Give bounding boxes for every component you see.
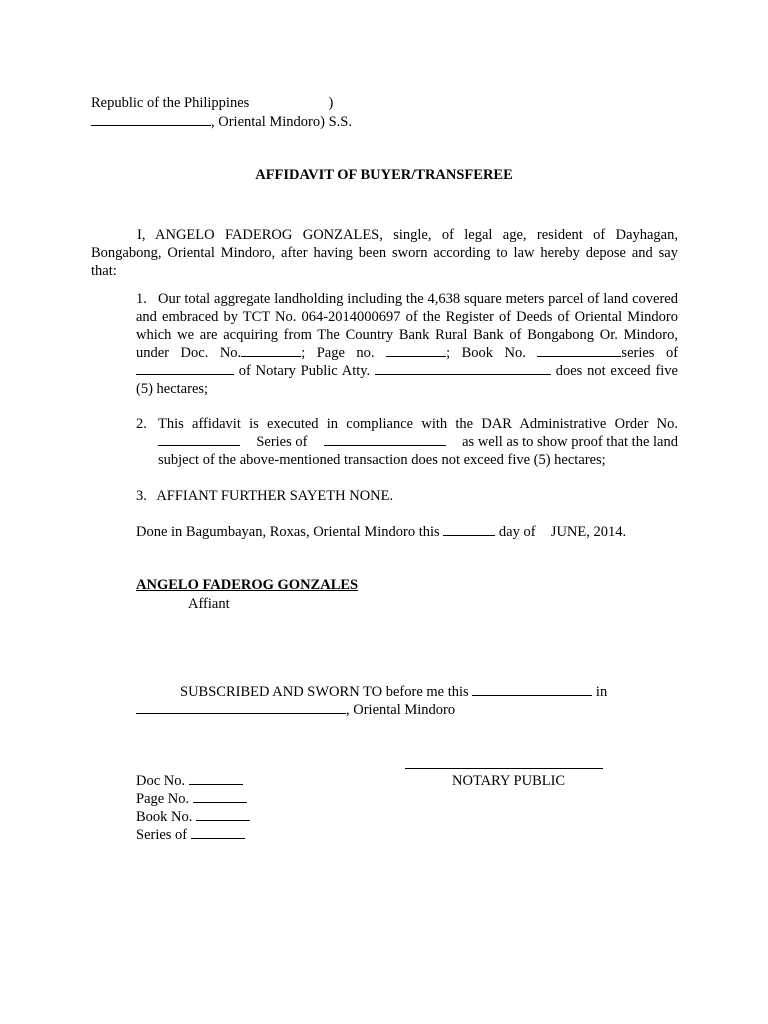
series-label: series of [621,345,679,361]
done-date: JUNE, 2014. [550,524,627,540]
jurat-date-blank[interactable] [472,683,592,696]
jurat-place-blank[interactable] [136,701,346,714]
venue-republic-line [91,94,333,112]
dar-series-blank[interactable] [324,433,446,446]
docket-doc [136,772,243,790]
notary-atty-blank[interactable] [375,362,551,375]
doc-no-blank[interactable] [241,344,301,357]
docket-page [136,790,247,808]
docket-book [136,808,250,826]
done-day-blank[interactable] [443,523,495,536]
item3-number: 3. [136,488,147,504]
docket-book-blank[interactable] [196,808,250,821]
item2-proof-label: as well as to show proof that the land [462,434,678,450]
series-blank[interactable] [136,362,234,375]
intro-paragraph: I, ANGELO FADEROG GONZALES, single, of legal age, resident of Dayhagan, Bongabong, Oriental Mindoro, after having been sworn according to law hereby depose and say that: [91,227,678,279]
item2-line2 [158,433,678,451]
done-line [136,523,626,541]
book-no-blank[interactable] [537,344,621,357]
item2-line1: This affidavit is executed in compliance with the DAR Administrative Order No. [158,416,678,432]
docket-series [136,826,245,844]
page-no-label: ; Page no. [301,345,375,361]
docket-series-label: Series of [136,827,188,843]
item1-end: (5) hectares; [136,381,209,397]
item3-line [136,487,393,505]
docket-book-label: Book No. [136,809,193,825]
province-text: , Oriental Mindoro) S.S. [211,114,352,130]
item1-number: 1. [136,291,147,307]
done-prefix: Done in Bagumbayan, Roxas, Oriental Mindoro this [136,524,440,540]
item3-text: AFFIANT FURTHER SAYETH NONE. [156,488,394,504]
item1-text: Our total aggregate landholding including the 4,638 square meters parcel of land covered and embraced by TCT No. 064-2014000697 of the Register of Deeds of Oriental Mindoro which we are acquiring from The Country Bank Rural Bank of Bongabong Or. Mindoro, under [136,291,678,361]
notary-public-label: NOTARY PUBLIC [452,773,566,789]
republic-text: Republic of the Philippines [91,95,250,111]
page-no-blank[interactable] [386,344,446,357]
jurat-prefix: SUBSCRIBED AND SWORN TO before me this [180,684,469,700]
notary-atty-label: of Notary Public Atty. [238,363,371,379]
docket-series-blank[interactable] [191,826,245,839]
jurat-place-suffix: , Oriental Mindoro [346,702,456,718]
item2-series-label: Series of [256,434,308,450]
venue-paren: ) [328,95,334,111]
done-day-of: day of [498,524,536,540]
document-title: AFFIDAVIT OF BUYER/TRANSFEREE [255,167,513,183]
notary-signature-line[interactable] [405,768,603,769]
docket-page-blank[interactable] [193,790,247,803]
item1-paragraph [136,290,678,398]
doc-no-label: Doc. No. [180,345,242,361]
docket-page-label: Page No. [136,791,190,807]
jurat-line1 [180,683,607,701]
item2-line3: subject of the above-mentioned transaction does not exceed five (5) hectares; [158,452,606,468]
affiant-name: ANGELO FADEROG GONZALES [136,577,359,593]
municipality-blank[interactable] [91,113,211,126]
docket-doc-blank[interactable] [189,772,243,785]
item2-number: 2. [136,416,147,432]
docket-doc-label: Doc No. [136,773,186,789]
jurat-in: in [595,684,608,700]
affiant-role: Affiant [188,596,230,612]
jurat-line2 [136,701,455,719]
exceed-label: does not exceed five [555,363,678,379]
item1-block [136,290,678,398]
dar-order-no-blank[interactable] [158,433,240,446]
venue-province-line [91,113,352,131]
book-no-label: ; Book No. [446,345,526,361]
